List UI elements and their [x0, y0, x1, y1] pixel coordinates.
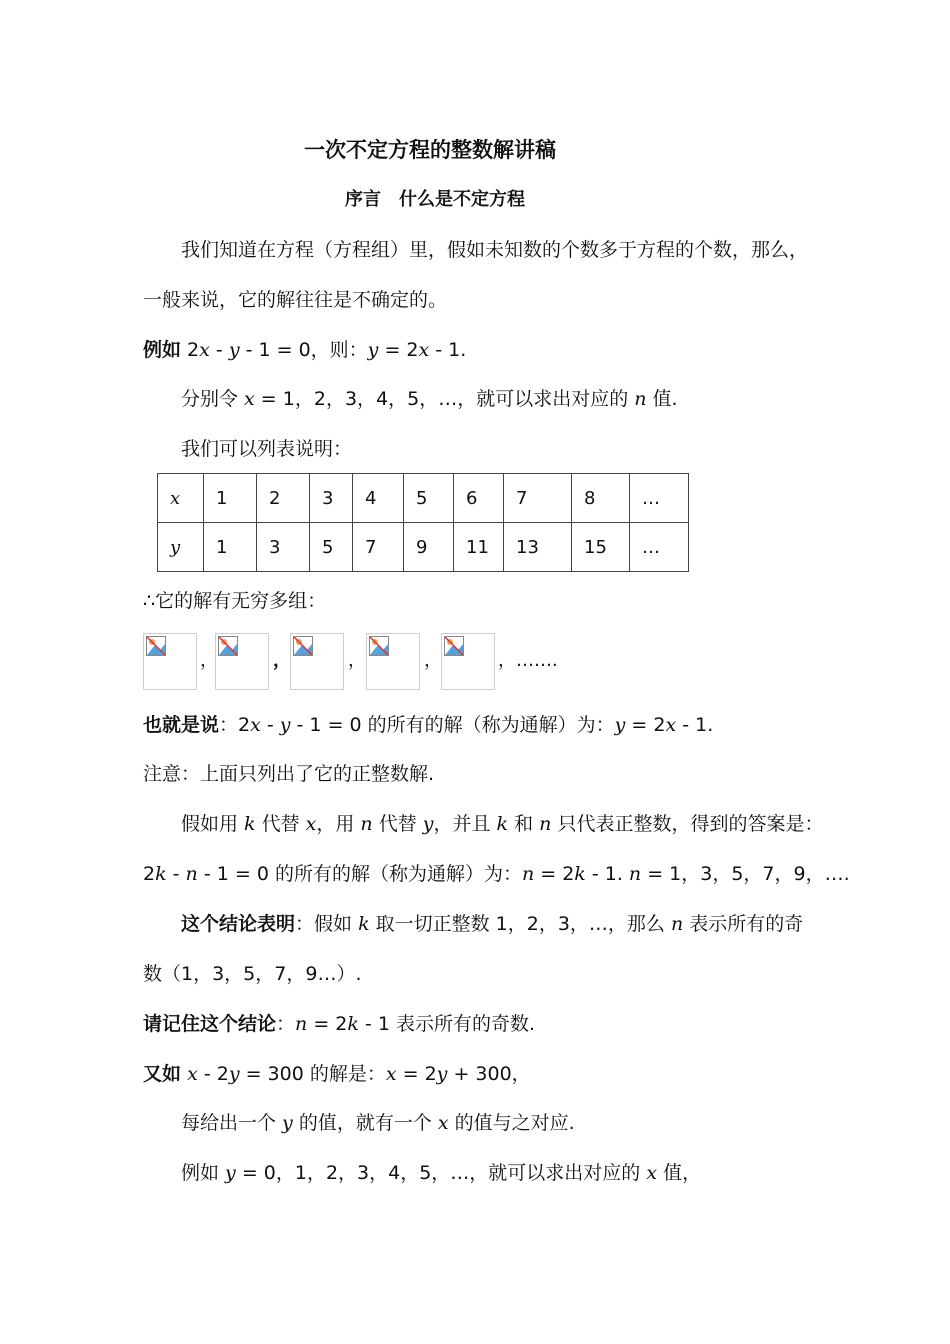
solution-table: [157, 473, 689, 572]
table-cell: 7: [353, 523, 404, 572]
example-2-equation: 又如 x - 2y = 300 的解是：x = 2y + 300，: [143, 1063, 531, 1085]
intro-paragraph-line-2: 一般来说，它的解往往是不确定的。: [143, 289, 448, 311]
table-intro: 我们可以列表说明：: [181, 438, 353, 460]
broken-image-icon: [143, 633, 197, 690]
table-cell: 7: [504, 474, 572, 523]
correspondence-line: 每给出一个 y 的值，就有一个 x 的值与之对应.: [181, 1112, 575, 1134]
table-cell: …: [630, 474, 689, 523]
table-cell: 11: [454, 523, 504, 572]
example-label: 例如: [143, 339, 182, 361]
remember-line: 请记住这个结论：n = 2k - 1 表示所有的奇数.: [143, 1013, 535, 1035]
table-cell: 8: [572, 474, 630, 523]
intro-paragraph-line-1: 我们知道在方程（方程组）里，假如未知数的个数多于方程的个数，那么，: [181, 239, 809, 261]
general-solution-line: 也就是说：2x - y - 1 = 0 的所有的解（称为通解）为：y = 2x - 1.: [143, 714, 714, 736]
table-cell: 5: [310, 523, 353, 572]
broken-image-icon: [290, 633, 344, 690]
conclusion-line-1: 这个结论表明：假如 k 取一切正整数 1，2，3，…，那么 n 表示所有的奇: [181, 913, 804, 935]
section-subtitle: 序言 什么是不定方程: [345, 189, 525, 210]
table-cell: 2: [257, 474, 310, 523]
table-cell: 3: [257, 523, 310, 572]
replacement-line: 假如用 k 代替 x，用 n 代替 y，并且 k 和 n 只代表正整数，得到的答案是：: [181, 813, 824, 835]
separator-ellipsis: ，…….: [498, 650, 558, 671]
table-cell: 13: [504, 523, 572, 572]
emphasis-label: 也就是说: [143, 714, 220, 736]
separator: ，: [273, 650, 291, 671]
row-label-x: x: [158, 474, 204, 523]
table-cell: 3: [310, 474, 353, 523]
example-3-line: 例如 y = 0，1，2，3，4，5，…，就可以求出对应的 x 值，: [181, 1162, 702, 1184]
example-1-equation: 例如 2x - y - 1 = 0，则：y = 2x - 1.: [143, 339, 467, 361]
table-cell: 9: [404, 523, 454, 572]
page-title: 一次不定方程的整数解讲稿: [304, 138, 556, 162]
substitution-line: 分别令 x = 1，2，3，4，5，…，就可以求出对应的 n 值.: [181, 388, 678, 410]
separator: ，: [424, 650, 442, 671]
example-label: 又如: [143, 1063, 182, 1085]
table-cell: 1: [204, 523, 257, 572]
table-cell: 4: [353, 474, 404, 523]
broken-image-icon: [366, 633, 420, 690]
separator: ，: [348, 650, 366, 671]
table-cell: 6: [454, 474, 504, 523]
row-label-y: y: [158, 523, 204, 572]
table-cell: …: [630, 523, 689, 572]
table-cell: 5: [404, 474, 454, 523]
separator: ，: [200, 650, 218, 671]
conclusion-line-2: 数（1，3，5，7，9…）.: [143, 963, 362, 985]
emphasis-label: 这个结论表明: [181, 913, 296, 935]
table-cell: 15: [572, 523, 630, 572]
infinite-solutions-line: ∴它的解有无穷多组：: [143, 590, 327, 612]
broken-image-icon: [441, 633, 495, 690]
table-row-x: [158, 474, 689, 523]
table-cell: 1: [204, 474, 257, 523]
replacement-result-line: 2k - n - 1 = 0 的所有的解（称为通解）为：n = 2k - 1. n = 1，3，5，7，9，….: [143, 863, 850, 885]
table-row-y: [158, 523, 689, 572]
emphasis-label: 请记住这个结论: [143, 1013, 277, 1035]
broken-image-icon: [215, 633, 269, 690]
note-line: 注意：上面只列出了它的正整数解.: [143, 763, 435, 785]
